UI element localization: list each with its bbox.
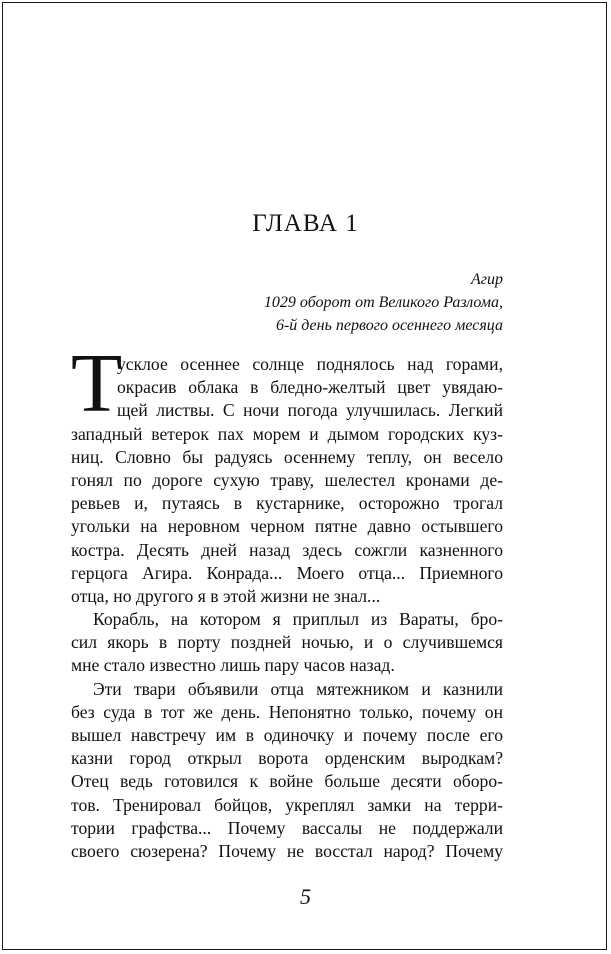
text-line: западный ветерок пах морем и дымом городских куз- (71, 423, 503, 444)
text-line: тов. Тренировал бойцов, укреплял замки на терри- (71, 794, 503, 815)
chapter-title: ГЛАВА 1 (252, 210, 359, 237)
text-line: герцога Агира. Конрада... Моего отца... Приемного (71, 562, 503, 583)
text-line: казни город открыл ворота орденским выродкам? (71, 748, 503, 769)
text-line: без суда в тот же день. Непонятно только, почему он (71, 701, 503, 722)
text-line: сил якорь в порту поздней ночью, и о случившемся (71, 632, 503, 653)
text-line: усклое осеннее солнце поднялось над горами, (117, 354, 503, 374)
text-line: гонял по дороге сухую траву, шелестел кронами де- (71, 469, 503, 490)
text-line: вышел навстречу им в одиночку и почему после его (71, 725, 503, 745)
epigraph-location: Агир (470, 271, 503, 288)
text-line: Отец ведь готовился к войне больше десяти оборо- (71, 771, 503, 792)
text-line: мне стало известно лишь пару часов назад. (71, 655, 395, 676)
text-line: Эти твари объявили отца мятежником и казнили (93, 678, 503, 699)
text-line: тории графства... Почему вассалы не поддержали (71, 817, 503, 838)
text-line: своего сюзерена? Почему не восстал народ? Почему (71, 840, 503, 861)
text-line: Корабль, на котором я приплыл из Вараты, бро- (93, 609, 503, 630)
page-number: 5 (300, 884, 311, 909)
text-line: окрасив облака в бледно-желтый цвет увядаю- (117, 377, 503, 398)
text-line: ревьев и, путаясь в кустарнике, осторожно трогал (71, 493, 503, 514)
text-line: щей листвы. С ночи погода улучшилась. Легкий (117, 400, 503, 421)
text-line: угольки на неровном черном пятне давно остывшего (71, 516, 503, 537)
text-line: отца, но другого я в этой жизни не знал... (71, 585, 381, 606)
body-text (71, 353, 503, 863)
drop-cap: Т (71, 337, 123, 430)
text-line: ниц. Словно бы радуясь осеннему теплу, он весело (71, 446, 503, 467)
epigraph-year: 1029 оборот от Великого Разлома, (263, 294, 503, 311)
epigraph (264, 268, 503, 337)
text-line: костра. Десять дней назад здесь сожгли казненного (71, 539, 503, 560)
epigraph-date: 6-й день первого осеннего месяца (275, 317, 503, 334)
